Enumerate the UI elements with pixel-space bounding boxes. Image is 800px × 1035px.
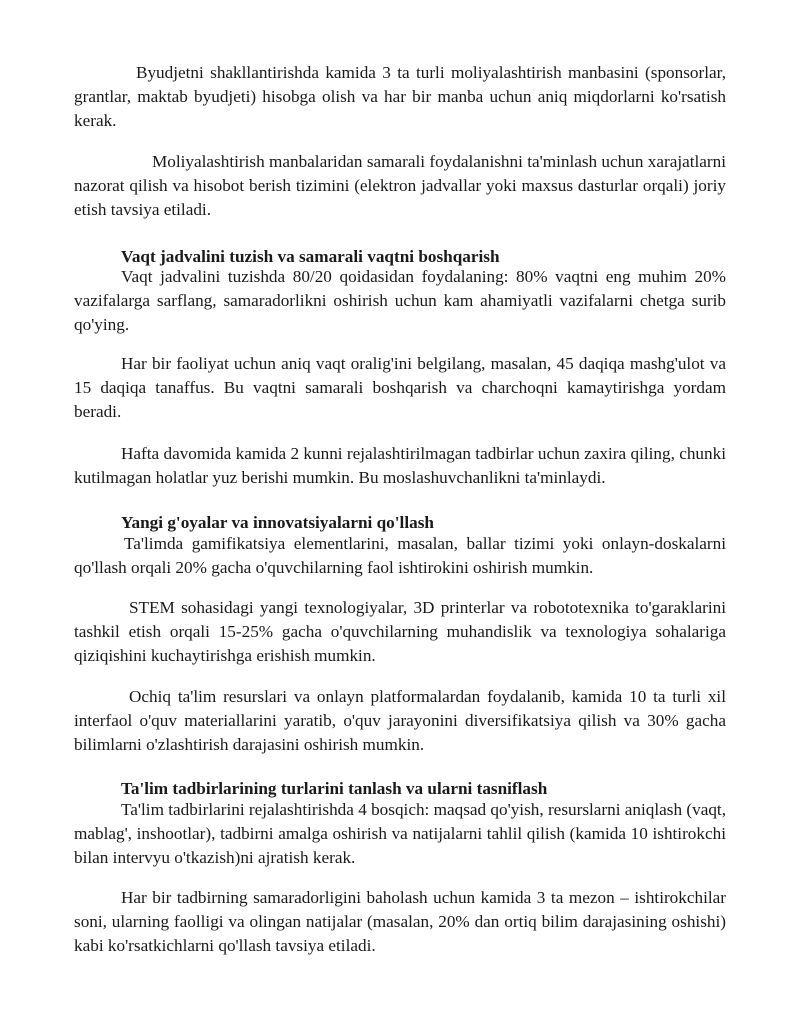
paragraph-event-stages: Ta'lim tadbirlarini rejalashtirishda 4 bosqich: maqsad qo'yish, resurslarni aniqlash (vaqt, mablag', inshootlar), tadbirni amalga oshirish va natijalarni tahlil qilish (kamida 10 ishtirokchi bilan intervyu o'tkazish)ni ajratish kerak. [74, 800, 726, 868]
paragraph-budget-sources: Byudjetni shakllantirishda kamida 3 ta turli moliyalashtirish manbasini (sponsorlar, grantlar, maktab byudjeti) hisobga olish va har bir manba uchun aniq miqdorlarni ko'rsatish kerak. [74, 63, 726, 131]
paragraph-budget-control: Moliyalashtirish manbalaridan samarali foydalanishni ta'minlash uchun xarajatlarni nazorat qilish va hisobot berish tizimini (elektron jadvallar yoki maxsus dasturlar orqali) joriy etish tavsiya etiladi. [74, 152, 726, 220]
heading-education-events: Ta'lim tadbirlarining turlarini tanlash va ularni tasniflash [121, 779, 548, 798]
paragraph-gamification: Ta'limda gamifikatsiya elementlarini, masalan, ballar tizimi yoki onlayn-doskalarni qo'llash orqali 20% gacha o'quvchilarning faol ishtirokini oshirish mumkin. [74, 534, 726, 578]
paragraph-event-evaluation: Har bir tadbirning samaradorligini baholash uchun kamida 3 ta mezon – ishtirokchilar soni, ularning faolligi va olingan natijalar (masalan, 20% dan ortiq bilim darajasining oshishi) kabi ko'rsatkichlarni qo'llash tavsiya etiladi. [74, 888, 726, 956]
paragraph-time-intervals: Har bir faoliyat uchun aniq vaqt oralig'ini belgilang, masalan, 45 daqiqa mashg'ulot va 15 daqiqa tanaffus. Bu vaqtni samarali boshqarish va charchoqni kamaytirishga yordam beradi. [74, 354, 726, 422]
paragraph-time-rule: Vaqt jadvalini tuzishda 80/20 qoidasidan foydalaning: 80% vaqtni eng muhim 20% vazifalarga sarflang, samaradorlikni oshirish uchun kam ahamiyatli vazifalarni chetga surib qo'ying. [74, 267, 726, 335]
heading-innovations: Yangi g'oyalar va innovatsiyalarni qo'llash [121, 513, 434, 532]
paragraph-time-reserve: Hafta davomida kamida 2 kunni rejalashtirilmagan tadbirlar uchun zaxira qiling, chunki kutilmagan holatlar yuz berishi mumkin. Bu moslashuvchanlikni ta'minlaydi. [74, 444, 726, 488]
paragraph-open-resources: Ochiq ta'lim resurslari va onlayn platformalardan foydalanib, kamida 10 ta turli xil interfaol o'quv materiallarini yaratib, o'quv jarayonini diversifikatsiya qilish va 30% gacha bilimlarni o'zlashtirish darajasini oshirish mumkin. [74, 687, 726, 755]
heading-time-management: Vaqt jadvalini tuzish va samarali vaqtni boshqarish [121, 247, 500, 266]
paragraph-stem: STEM sohasidagi yangi texnologiyalar, 3D printerlar va robototexnika to'garaklarini tashkil etish orqali 15-25% gacha o'quvchilarning muhandislik va texnologiya sohalariga qiziqishini kuchaytirishga erishish mumkin. [74, 598, 726, 666]
